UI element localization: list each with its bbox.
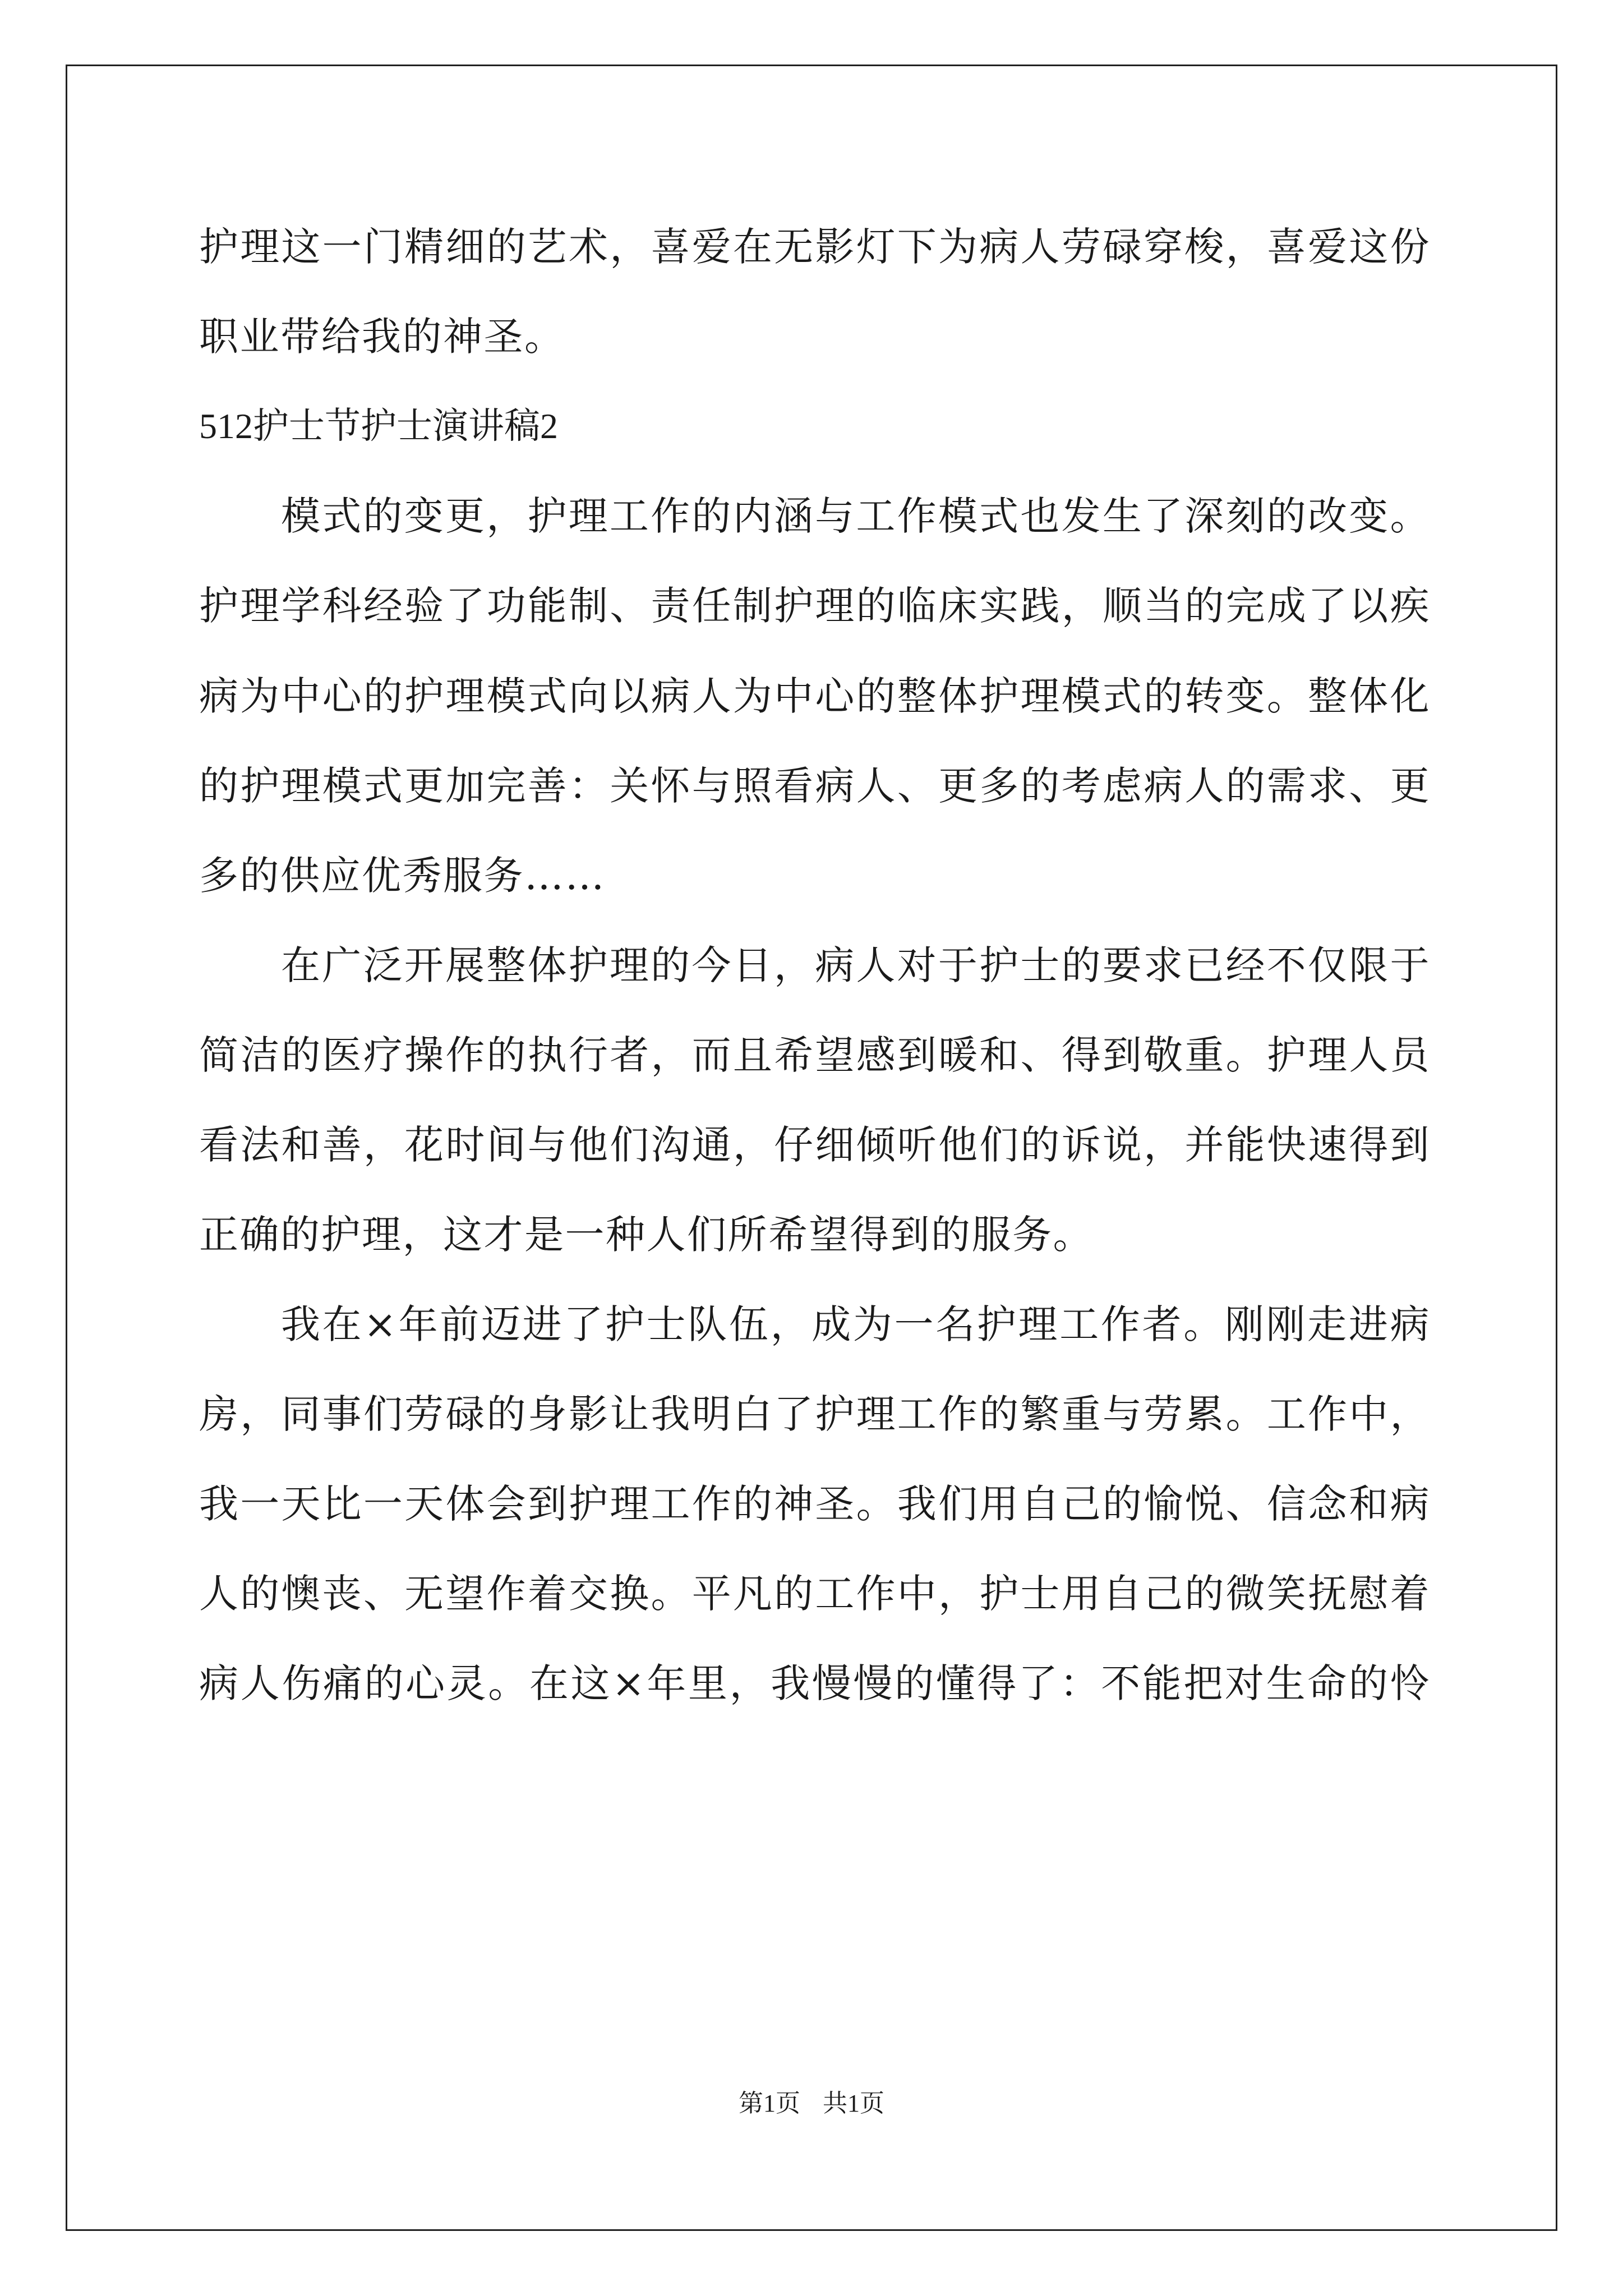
section-heading: 512护士节护士演讲稿2 (199, 406, 558, 446)
page-footer (0, 2087, 1623, 2120)
intro-line: 护理这一门精细的艺术，喜爱在无影灯下为病人劳碌穿梭，喜爱这份 (199, 224, 1431, 270)
paragraph-line: 病人伤痛的心灵。在这×年里，我慢慢的懂得了：不能把对生命的怜 (199, 1660, 1431, 1706)
paragraph-line: 的护理模式更加完善：关怀与照看病人、更多的考虑病人的需求、更 (199, 763, 1431, 809)
paragraph-line: 多的供应优秀服务…… (199, 853, 606, 899)
intro-line: 职业带给我的神圣。 (199, 314, 565, 360)
paragraph-line: 模式的变更，护理工作的内涵与工作模式也发生了深刻的改变。 (281, 493, 1431, 539)
paragraph-line: 在广泛开展整体护理的今日，病人对于护士的要求已经不仅限于 (281, 942, 1431, 988)
paragraph-line: 正确的护理，这才是一种人们所希望得到的服务。 (199, 1212, 1094, 1258)
paragraph-line: 房，同事们劳碌的身影让我明白了护理工作的繁重与劳累。工作中， (199, 1391, 1431, 1437)
page-total: 共1页 (823, 2090, 884, 2117)
paragraph-line: 病为中心的护理模式向以病人为中心的整体护理模式的转变。整体化 (199, 673, 1431, 719)
paragraph-line: 人的懊丧、无望作着交换。平凡的工作中，护士用自己的微笑抚慰着 (199, 1571, 1431, 1617)
paragraph-line: 护理学科经验了功能制、责任制护理的临床实践，顺当的完成了以疾 (199, 583, 1431, 629)
paragraph-line: 我在×年前迈进了护士队伍，成为一名护理工作者。刚刚走进病 (281, 1301, 1431, 1347)
paragraph-line: 看法和善，花时间与他们沟通，仔细倾听他们的诉说，并能快速得到 (199, 1122, 1431, 1168)
paragraph-line: 我一天比一天体会到护理工作的神圣。我们用自己的愉悦、信念和病 (199, 1481, 1431, 1527)
page-number: 第1页 (739, 2090, 800, 2117)
paragraph-line: 简洁的医疗操作的执行者，而且希望感到暖和、得到敬重。护理人员 (199, 1032, 1431, 1078)
